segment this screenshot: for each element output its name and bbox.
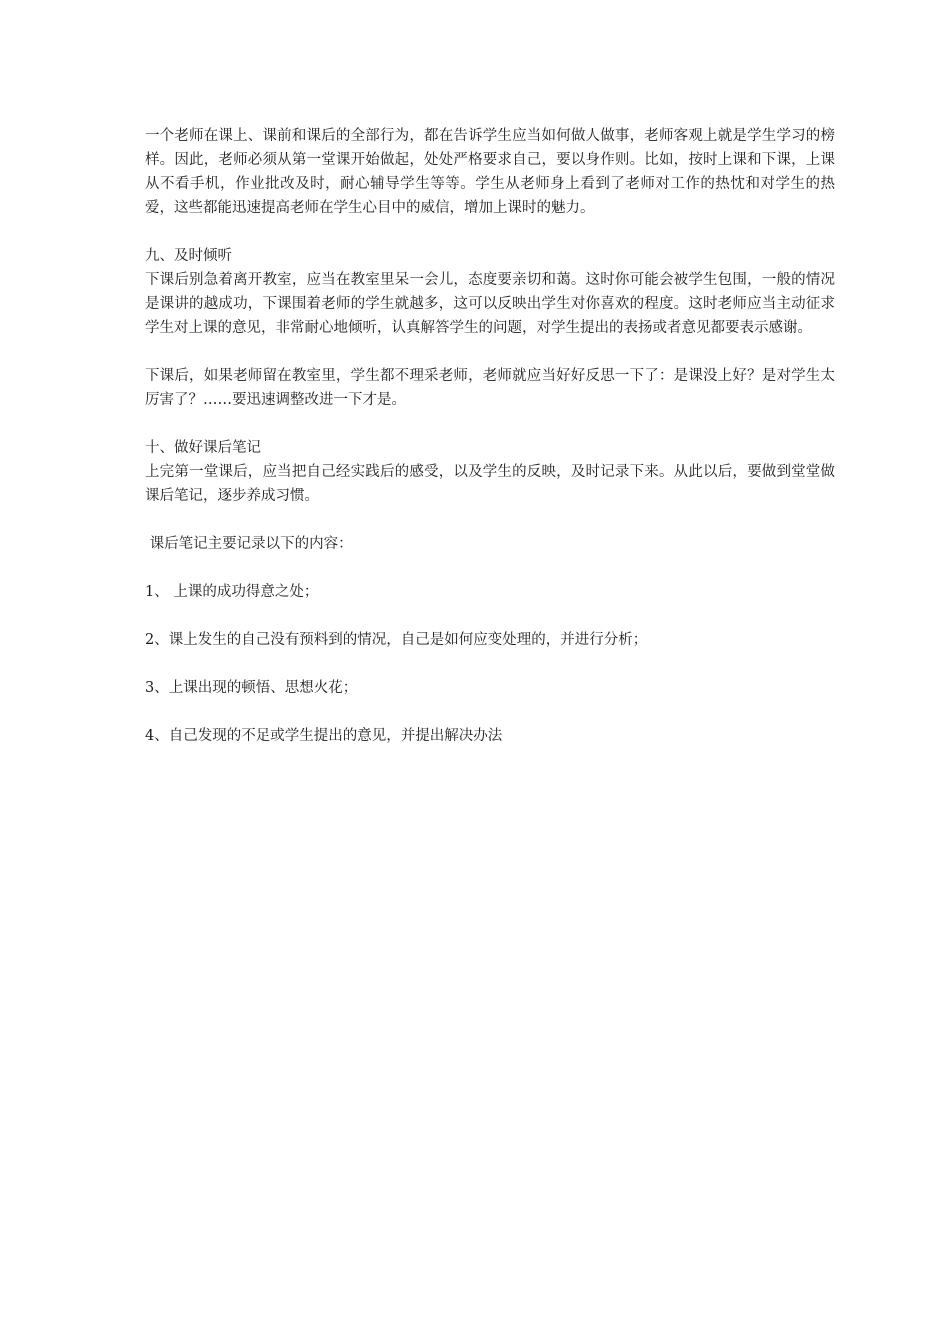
spacer <box>145 340 835 364</box>
spacer <box>145 604 835 628</box>
section-9-paragraph-2: 下课后，如果老师留在教室里，学生都不理采老师，老师就应当好好反思一下了：是课没上好？是对学生太厉害了？……要迅速调整改进一下才是。 <box>145 368 835 408</box>
spacer <box>145 700 835 724</box>
intro-paragraph: 一个老师在课上、课前和课后的全部行为，都在告诉学生应当如何做人做事，老师客观上就是学生学习的榜样。因此，老师必须从第一堂课开始做起，处处严格要求自己，要以身作则。比如，按时上课和下课，上课从不看手机，作业批改及时，耐心辅导学生等等。学生从老师身上看到了老师对工作的热忱和对学生的热爱，这些都能迅速提高老师在学生心目中的威信，增加上课时的魅力。 <box>145 128 835 216</box>
spacer <box>145 412 835 436</box>
spacer <box>145 652 835 676</box>
spacer <box>145 220 835 244</box>
section-9-paragraph-1: 下课后别急着离开教室，应当在教室里呆一会儿，态度要亲切和蔼。这时你可能会被学生包围，一般的情况是课讲的越成功，下课围着老师的学生就越多，这可以反映出学生对你喜欢的程度。这时老师应当主动征求学生对上课的意见，非常耐心地倾听，认真解答学生的问题，对学生提出的表扬或者意见都要表示感谢。 <box>145 272 835 336</box>
list-item: 1、 上课的成功得意之处； <box>145 584 319 600</box>
document-page <box>145 124 835 748</box>
section-9-heading: 九、及时倾听 <box>145 248 232 264</box>
list-item: 2、课上发生的自己没有预料到的情况，自己是如何应变处理的，并进行分析； <box>145 632 648 648</box>
list-item: 4、自己发现的不足或学生提出的意见，并提出解决办法 <box>145 728 503 744</box>
spacer <box>145 508 835 532</box>
section-10-paragraph-1: 上完第一堂课后，应当把自己经实践后的感受，以及学生的反映，及时记录下来。从此以后，要做到堂堂做课后笔记，逐步养成习惯。 <box>145 464 835 504</box>
notes-list-intro: 课后笔记主要记录以下的内容： <box>145 536 353 552</box>
list-item: 3、上课出现的顿悟、思想火花； <box>145 680 358 696</box>
spacer <box>145 556 835 580</box>
section-10-heading: 十、做好课后笔记 <box>145 440 261 456</box>
